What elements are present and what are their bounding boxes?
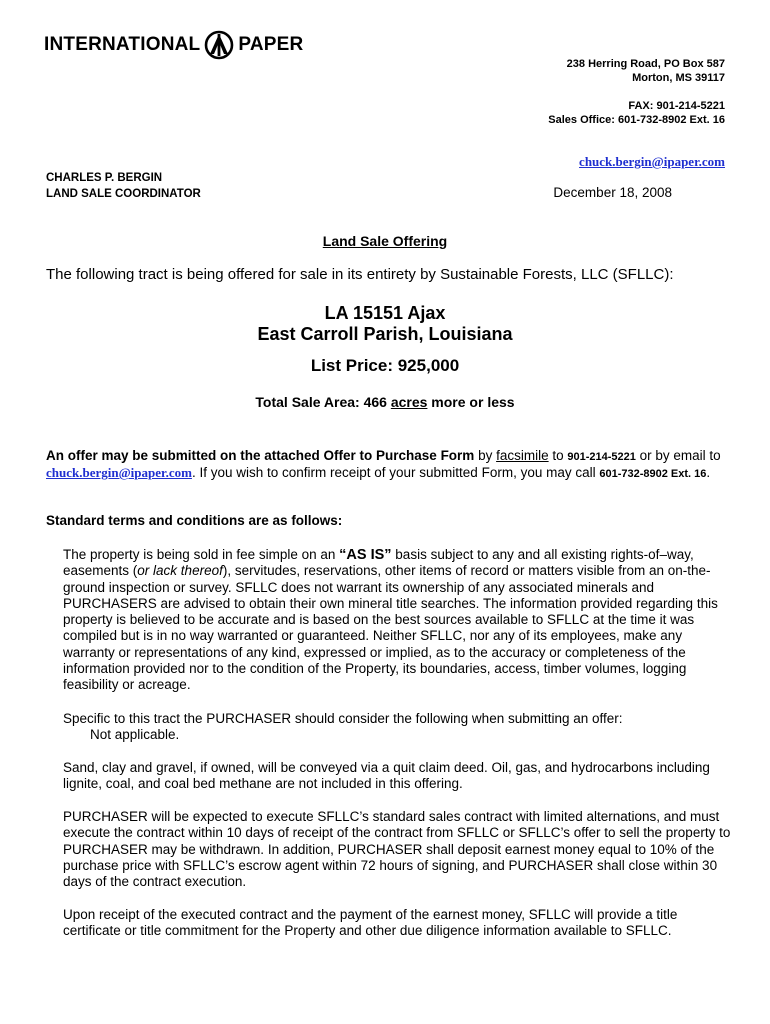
- offer-bold: An offer may be submitted on the attached Offer to Purchase Form: [46, 448, 475, 463]
- fax-number: FAX: 901-214-5221: [628, 100, 725, 112]
- address-line1: 238 Herring Road, PO Box 587: [566, 58, 725, 70]
- offer-end: .: [706, 465, 711, 480]
- facsimile-word: facsimile: [496, 448, 549, 463]
- intro-text: The following tract is being offered for sale in its entirety by Sustainable Forests, LLC (SFLLC):: [46, 266, 674, 283]
- company-address: [548, 57, 725, 127]
- area-prefix: Total Sale Area: 466: [255, 394, 391, 410]
- company-logo: [44, 30, 303, 60]
- p1-part-a: The property is being sold in fee simple on an: [63, 547, 340, 562]
- offer-confirm: . If you wish to confirm receipt of your submitted Form, you may call: [191, 465, 600, 480]
- terms-paragraph-1: [63, 547, 733, 694]
- offer-fax-number: 901-214-5221: [567, 451, 636, 463]
- email-link[interactable]: chuck.bergin@ipaper.com: [579, 154, 725, 169]
- address-line2: Morton, MS 39117: [632, 72, 725, 84]
- tract-name: LA 15151 Ajax: [324, 303, 446, 323]
- as-is-text: “AS IS”: [339, 547, 392, 563]
- sender-block: [46, 170, 201, 202]
- list-price: List Price: 925,000: [310, 356, 460, 375]
- p1-part-c: ), servitudes, reservations, other items of record or matters visible from an on-the-ground inspection or survey. SFLLC does not warrant its ownership of any associated minerals and PURCHASERS are advised to obtain their own mineral title searches. The information provided regarding this property is believed to be accurate and is based on the best sources available to SFLLC at the time it was compiled but is in no way warranted or guaranteed. Neither SFLLC, nor any of its employees, make any warranty or representations of any kind, expressed or implied, as to the accuracy or completeness of the information provided nor to the condition of the Property, its boundaries, access, timber volumes, logging feasibility or acreage.: [63, 563, 718, 693]
- p1-part-b: basis subject to any and all existing rights-of–way, easements (: [63, 547, 694, 579]
- p1-italic: or lack thereof: [137, 563, 223, 579]
- tract-specific-item: Not applicable.: [90, 727, 180, 742]
- area-unit: acres: [390, 394, 428, 410]
- terms-paragraph-4: PURCHASER will be expected to execute SFLLC’s standard sales contract with limited alternations, and must execute the contract within 10 days of receipt of the contract from SFLLC or SFLLC’s offer to sell the property to PURCHASER may be withdrawn. In addition, PURCHASER shall deposit earnest money equal to 10% of the purchase price with SFLLC’s escrow agent within 72 hours of signing, and PURCHASER shall close within 30 days of the contract execution.: [63, 809, 731, 890]
- logo-word-left: INTERNATIONAL: [44, 34, 201, 55]
- sales-office: Sales Office: 601-732-8902 Ext. 16: [548, 114, 725, 126]
- offer-email-link[interactable]: chuck.bergin@ipaper.com: [46, 465, 192, 480]
- offer-by: by: [474, 448, 497, 463]
- offer-to: to: [548, 448, 568, 463]
- terms-heading: Standard terms and conditions are as follows:: [46, 513, 343, 528]
- total-sale-area: [0, 394, 770, 410]
- ip-logo-icon: [204, 30, 234, 60]
- heading-text: Land Sale Offering: [322, 233, 448, 249]
- offer-or-email: or by email to: [635, 448, 721, 463]
- area-suffix: more or less: [427, 394, 515, 410]
- offer-phone: 601-732-8902 Ext. 16: [599, 468, 707, 480]
- offer-instructions: [46, 448, 736, 482]
- sender-title: LAND SALE COORDINATOR: [46, 188, 201, 200]
- terms-paragraph-5: Upon receipt of the executed contract and the payment of the earnest money, SFLLC will provide a title certificate or title commitment for the Property and other due diligence information available to SFLLC.: [63, 907, 678, 939]
- terms-paragraph-3: Sand, clay and gravel, if owned, will be conveyed via a quit claim deed. Oil, gas, and hydrocarbons including lignite, coal, and coal bed methane are not included in this offering.: [63, 760, 710, 792]
- document-heading: [0, 233, 770, 249]
- letter-date: December 18, 2008: [553, 185, 672, 200]
- terms-paragraph-2: Specific to this tract the PURCHASER should consider the following when submitting an offer:: [63, 711, 623, 726]
- sender-name: CHARLES P. BERGIN: [46, 172, 163, 184]
- tract-location: East Carroll Parish, Louisiana: [257, 324, 513, 344]
- logo-word-right: PAPER: [238, 34, 304, 55]
